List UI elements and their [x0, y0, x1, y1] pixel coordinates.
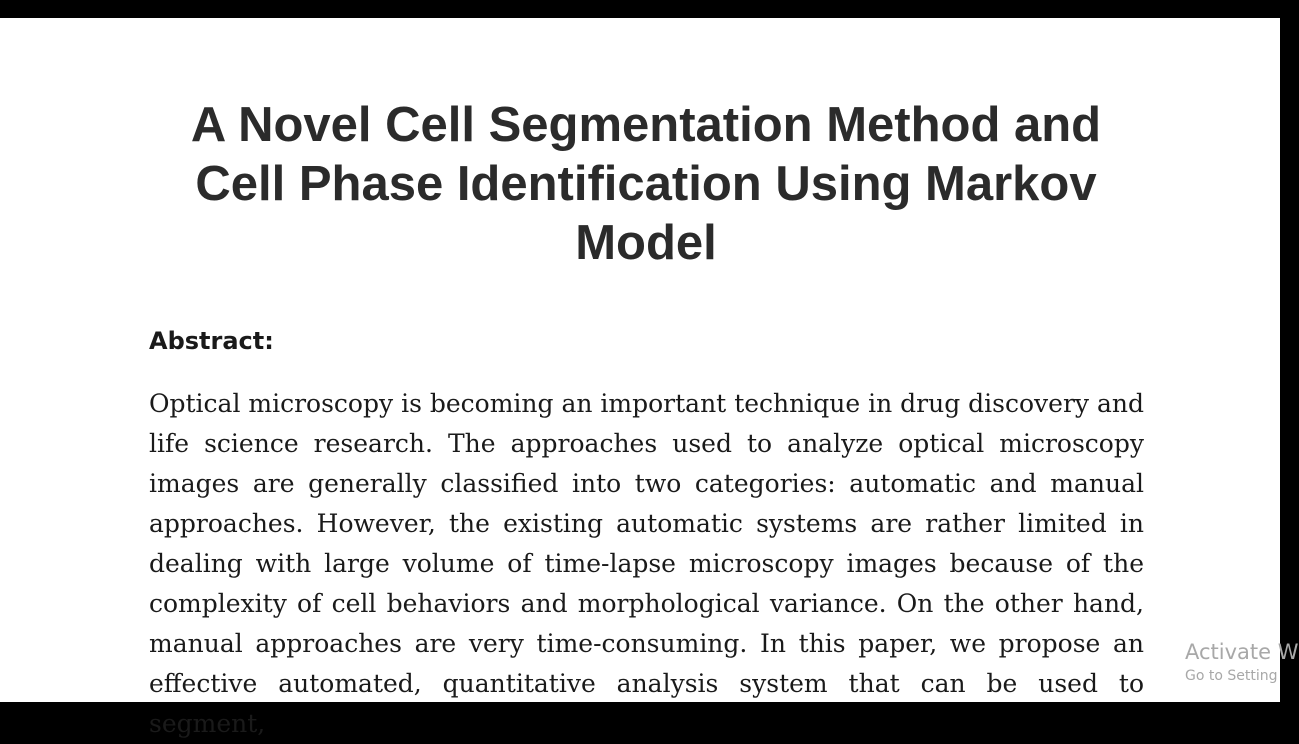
abstract-heading: Abstract: [149, 327, 274, 355]
document-page [0, 18, 1299, 738]
watermark-subtitle: Go to Setting [1185, 668, 1278, 684]
activate-windows-watermark [1185, 638, 1299, 686]
page-title: A Novel Cell Segmentation Method and Cell Phase Identification Using Markov Model [190, 98, 1102, 270]
abstract-paragraph: Optical microscopy is becoming an important technique in drug discovery and life science research. The approaches used to analyze optical microscopy images are generally classified into two categories: automatic and manual approaches. However, the existing automatic systems are rather limited in dealing with large volume of time-lapse microscopy images because of the complexity of cell behaviors and morphological variance. On the other hand, manual approaches are very time-consuming. In this paper, we propose an effective automated, quantitative analysis system that can be used to segment, [149, 389, 1144, 738]
watermark-title: Activate W [1185, 640, 1299, 664]
